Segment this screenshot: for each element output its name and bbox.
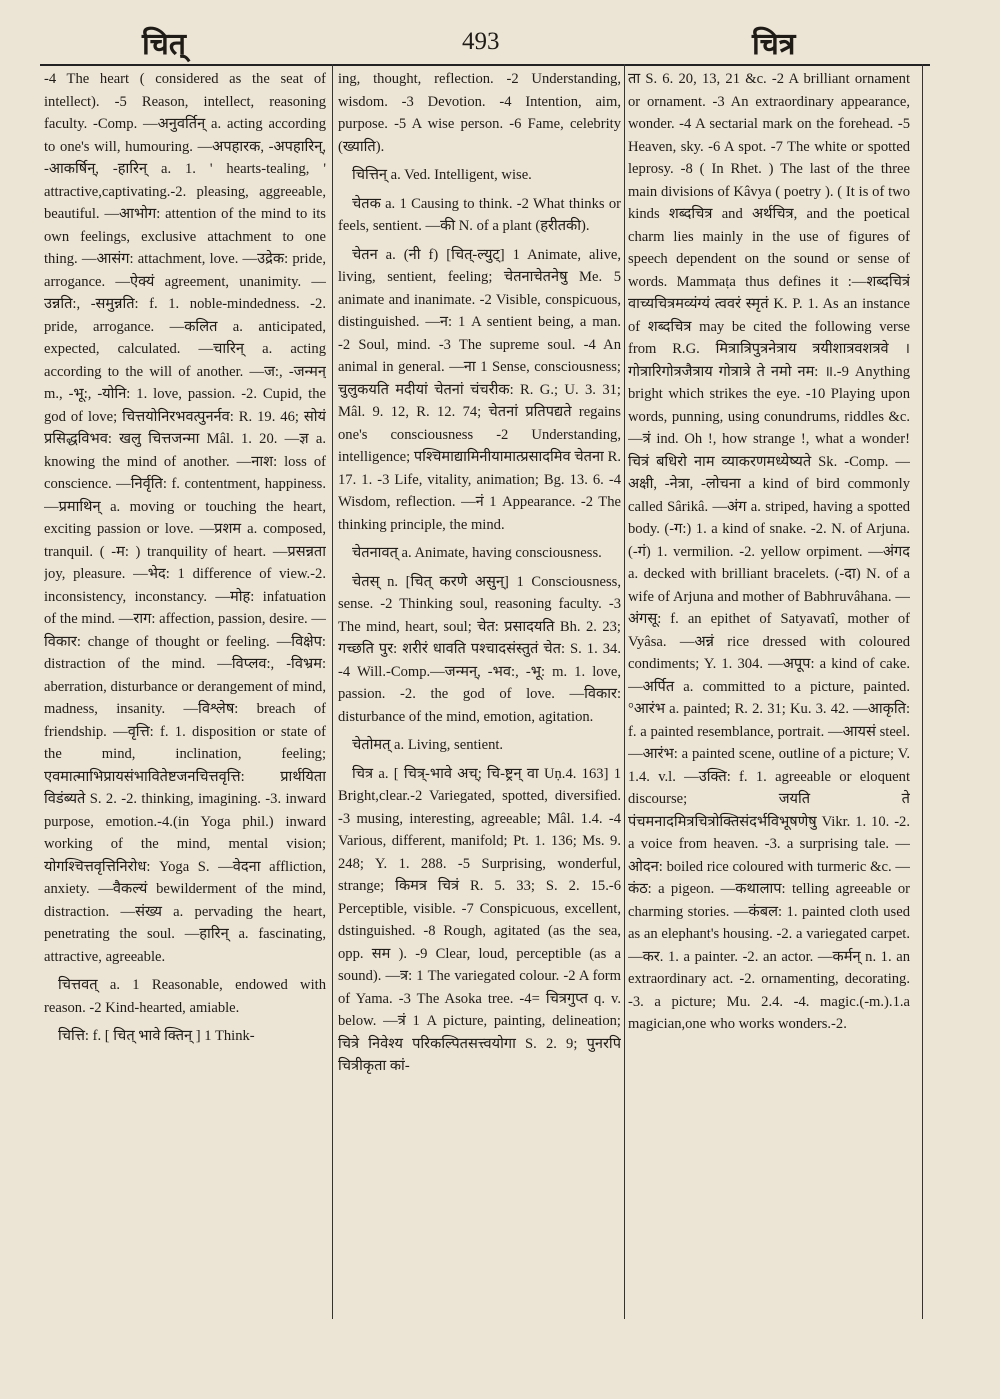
page-number: 493 [462, 28, 500, 55]
column-divider [922, 64, 923, 1319]
dictionary-entry: चित्तवत् a. 1 Reasonable, endowed with reason. -2 Kind-hearted, amiable. [44, 977, 326, 1016]
column-divider [332, 64, 333, 1319]
column-divider [624, 64, 625, 1319]
dictionary-entry: -4 The heart ( considered as the seat of intellect). -5 Reason, intellect, reasoning faculty. -Comp. —अनुवर्तिन् a. acting according to one's will, humouring. —अपहारक, -अपहारिन्, -आकर्षिन्, -हारिन् a. 1. ' hearts-tealing, ' attractive,captivating.-2. pleasing, aggreeable, beautiful. —आभोग: attention of the mind to its own feelings, exclusive attachment to one thing. —आसंग: attachment, love. —उद्रेक: pride, arrogance. —ऐक्यं agreement, unanimity. —उन्नति:, -समुन्नति: f. 1. noble-mindedness. -2. pride, arrogance. —कलित a. anticipated, expected, calculated. —चारिन् a. acting according to the will of another. —ज:, -जन्मन् m., -भू:, -योनि: 1. love, passion. -2. Cupid, the god of love; चित्तयोनिरभवत्पुनर्नव: R. 19. 46; सोयं प्रसिद्धविभव: खलु चित्तजन्मा Mâl. 1. 20. —ज्ञ a. knowing the mind of another. —नाश: loss of conscience. —निर्वृति: f. contentment, happiness. —प्रमाथिन् a. moving or touching the heart, exciting passion or love. —प्रशम a. composed, tranquil. ( -म: ) tranquility of heart. —प्रसन्नता joy, pleasure. —भेद: 1 difference of view.-2. inconsistency, inconstancy. —मोह: infatuation of the mind. —राग: affection, passion, desire. —विकार: change of thought or feeling. —विक्षेप: distraction of the mind. —विप्लव:, -विभ्रम: aberration, disturbance or derangement of mind, madness, insanity. —विश्लेष: breach of friendship. —वृत्ति: f. 1. disposition or state of the mind, inclination, feeling; एवमात्माभिप्रायसंभावितेष्टजनचित्तवृत्ति: प्रार्थयिता विडंब्यते S. 2. -2. thinking, imagining. -3. inward purpose, emotion.-4.(in Yoga phil.) inward working of the mind, mental vision; योगश्चित्तवृत्तिनिरोध: Yoga S. —वेदना affliction, anxiety. —वैकल्यं bewilderment of the mind, distraction. —संख्य a. pervading the heart, penetrating the soul. —हारिन् a. fascinating, attractive, agreeable. [44, 71, 326, 965]
page-header [0, 0, 1000, 68]
dictionary-entry: ing, thought, reflection. -2 Understanding, wisdom. -3 Devotion. -4 Intention, aim, purpose. -5 A wise person. -6 Fame, celebrity (ख्याति). [338, 71, 621, 155]
header-rule [40, 64, 930, 66]
text-column-2 [338, 68, 621, 1319]
running-head-right: चित्र [752, 27, 796, 62]
dictionary-entry: चित्र a. [ चित्र्-भावे अच्; चि-ष्ट्रन् वा Uṇ.4. 163] 1 Bright,clear.-2 Variegated, spotted, diversified. -3 musing, interesting, agreeable; Mâl. 1.4. -4 Various, different, manifold; Pt. 1. 136; Ms. 9. 248; Y. 1. 288. -5 Surprising, wonderful, strange; किमत्र चित्रं R. 5. 33; S. 2. 15.-6 Perceptible, visible. -7 Conspicuous, excellent, dstinguished. -8 Rough, agitated (as the sea, opp. सम ). -9 Clear, loud, perceptible (as a sound). —त्र: 1 The variegated colour. -2 A form of Yama. -3 The Asoka tree. -4= चित्रगुप्त q. v. below. —त्रं 1 A picture, painting, delineation; चित्रे निवेश्य परिकल्पितसत्त्वयोगा S. 2. 9; पुनरपि चित्रीकृता कां- [338, 765, 621, 1074]
dictionary-entry: चेतस् n. [चित् करणे असुन्] 1 Consciousness, sense. -2 Thinking soul, reasoning faculty. -3 The mind, heart, soul; चेत: प्रसादयति Bh. 2. 23; गच्छति पुर: शरीरं धावति पश्चादसंस्तुतं चेत: S. 1. 34. -4 Will.-Comp.—जन्मन्, -भव:, -भू: m. 1. love, passion. -2. the god of love. —विकार: disturbance of the mind, emotion, agitation. [338, 573, 621, 725]
dictionary-entry: चित्ति: f. [ चित् भावे क्तिन् ] 1 Think- [58, 1028, 255, 1044]
running-head-left: चित् [142, 27, 186, 62]
text-column-1 [44, 68, 326, 1319]
dictionary-entry: ता S. 6. 20, 13, 21 &c. -2 A brilliant ornament or ornament. -3 An extraordinary appearance, wonder. -4 A sectarial mark on the forehead. -5 Heaven, sky. -6 A spot. -7 The white or spotted leprosy. -8 ( In Rhet. ) The last of the three main divisions of Kâvya ( poetry ). ( It is of two kinds शब्दचित्र and अर्थचित्र, and the poetical charm lies mainly in the use of figures of speech dependent on the sound or sense of words. Mammaṭa thus defines it :—शब्दचित्रं वाच्यचित्रमव्यंग्यं त्ववरं स्मृतं K. P. 1. As an instance of शब्दचित्र may be cited the following verse from R.G. मित्रात्रिपुत्रनेत्राय त्रयीशात्रवशत्रवे । गोत्रारिगोत्रजैत्राय गोत्रात्रे ते नमो नम: ॥.-9 Anything bright which strikes the eye. -10 Playing upon words, punning, using conundrums, riddles &c. —त्रं ind. Oh !, how strange !, what a wonder! चित्रं बधिरो नाम व्याकरणमध्येष्यते Sk. -Comp. —अक्षी, -नेत्रा, -लोचना a kind of bird commonly called Sârikâ. —अंग a. striped, having a spotted body. (-ग:) 1. a kind of snake. -2. N. of Arjuna. (-गं) 1. vermilion. -2. yellow orpiment. —अंगद a. decked with brilliant bracelets. (-दा) N. of a wife of Arjuna and mother of Babhruvâhana. —अंगसू: f. an epithet of Satyavatî, mother of Vyâsa. —अन्नं rice dressed with coloured condiments; Y. 1. 304. —अपूप: a kind of cake. —अर्पित a. committed to a picture, painted. °आरंभ a. painted; R. 2. 31; Ku. 3. 42. —आकृति: f. a painted resemblance, portrait. —आयसं steel. —आरंभ: a painted scene, outline of a picture; V. 1.4. v.l. —उक्ति: f. 1. agreeable or eloquent discourse; जयति ते पंचमनादमित्रचित्रोक्तिसंदर्भविभूषणेषु Vikr. 1. 10. -2. a voice from heaven. -3. a surprising tale. —ओदन: boiled rice coloured with turmeric &c. —कंठ: a pigeon. —कथालाप: telling agreeable or charming stories. —कंबल: 1. painted cloth used as an elephant's housing. -2. a variegated carpet. —कर. 1. a painter. -2. an actor. —कर्मन् n. 1. an extraordinary act. -2. ornamenting, decorating. -3. a picture; Mu. 2.4. -4. magic.(-m.).1.a magician,one who works wonders.-2. [628, 71, 910, 1032]
dictionary-entry: चेतक a. 1 Causing to think. -2 What thinks or feels, sentient. —की N. of a plant (हरीतकी). [338, 195, 621, 234]
text-column-3 [628, 68, 910, 1319]
dictionary-entry: चेतनावत् a. Animate, having consciousness. [352, 545, 602, 561]
dictionary-entry: चेतन a. (नी f) [चित्-ल्युट्] 1 Animate, alive, living, sentient, feeling; चेतनाचेतनेषु Me. 5 animate and inanimate. -2 Visible, conspicuous, distinguished. —न: 1 A sentient being, a man. -2 Soul, mind. -3 The supreme soul. -4 An animal in general. —ना 1 Sense, consciousness; चुलुकयति मदीयां चेतनां चंचरीक: R. G.; U. 3. 31; Mâl. 9. 12, R. 12. 74; चेतनां प्रतिपद्यते regains one's consciousness -2 Understanding, intelligence; पश्चिमाद्यामिनीयामात्प्रसादमिव चेतना R. 17. 1. -3 Life, vitality, animation; Bg. 13. 6. -4 Wisdom, reflection. —नं 1 Appearance. -2 The thinking principle, the mind. [338, 246, 621, 533]
dictionary-entry: चेतोमत् a. Living, sentient. [352, 737, 504, 753]
dictionary-entry: चित्तिन् a. Ved. Intelligent, wise. [352, 167, 532, 183]
